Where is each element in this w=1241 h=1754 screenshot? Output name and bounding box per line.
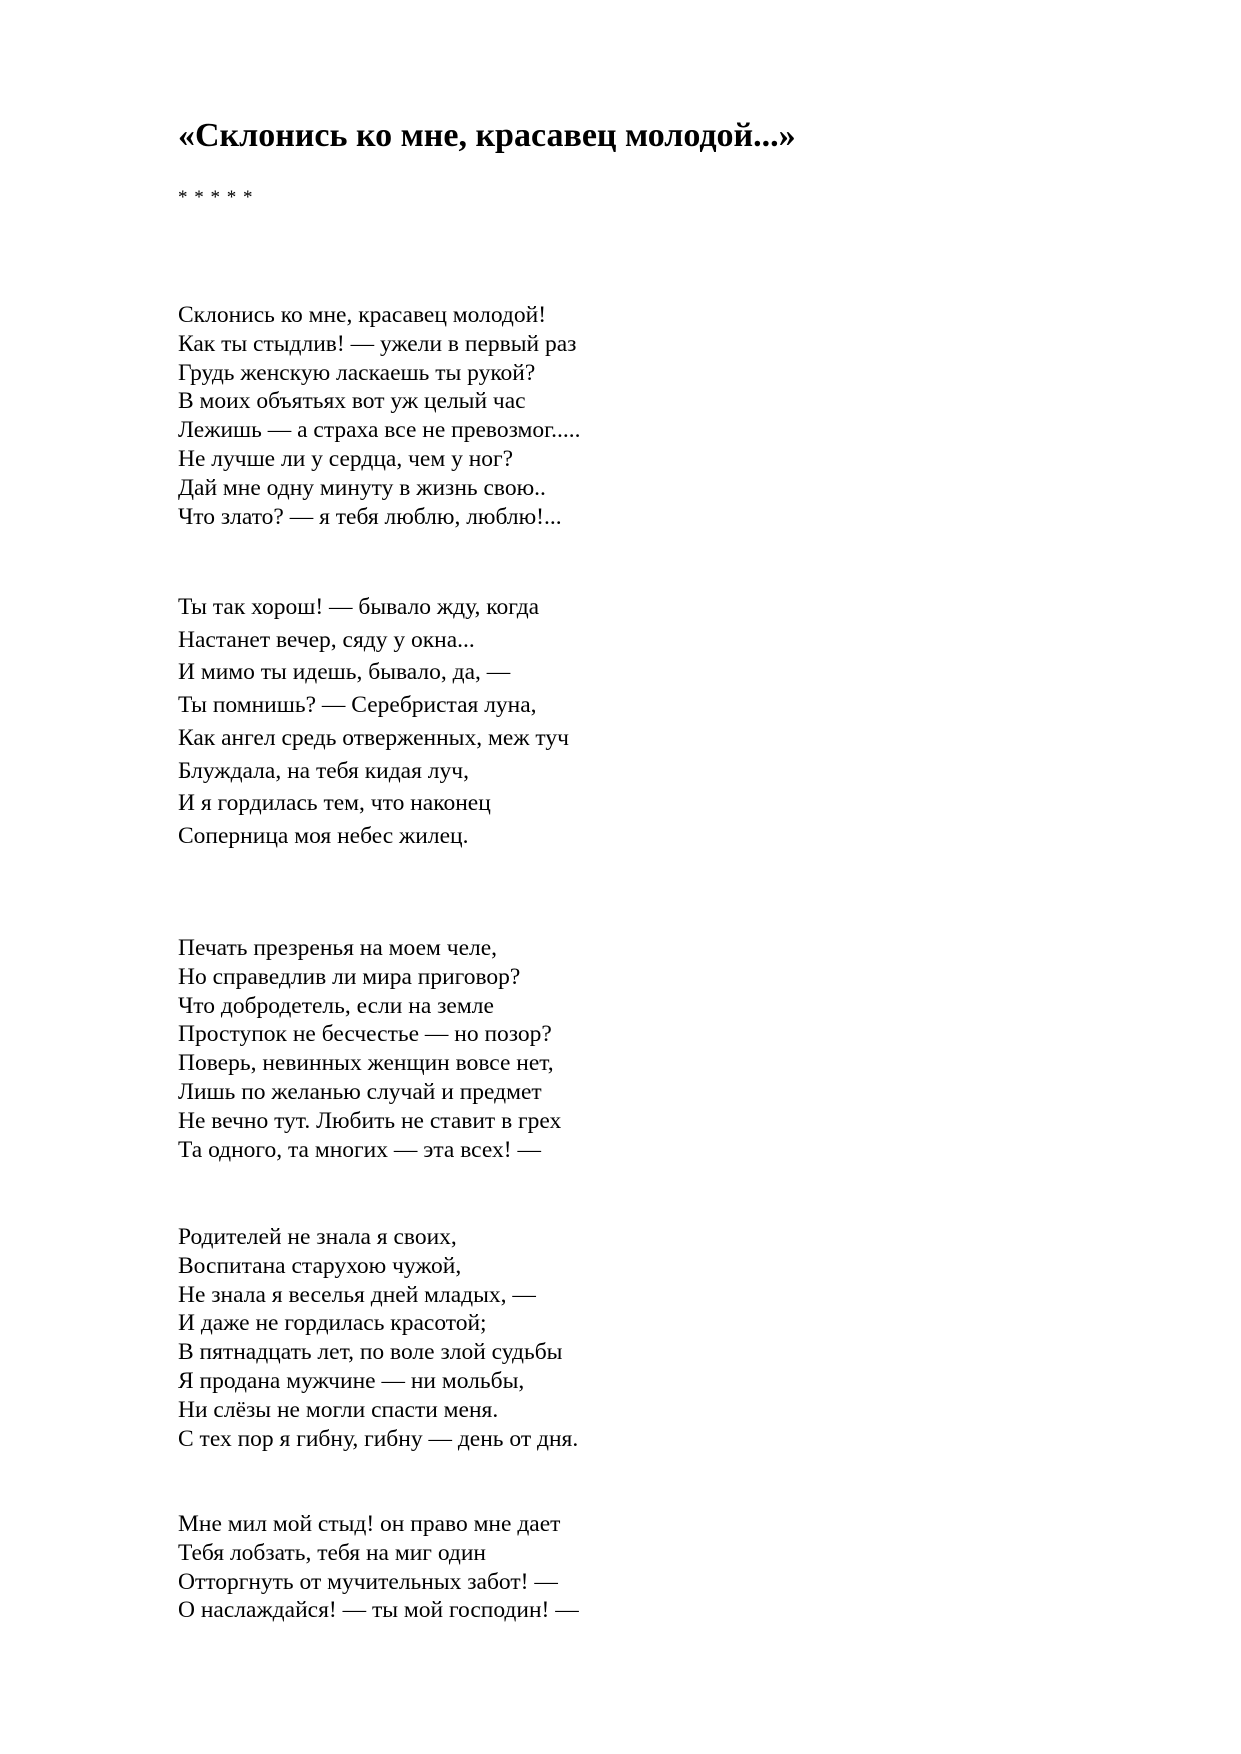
poem-line: И мимо ты идешь, бывало, да, — <box>178 659 511 686</box>
poem-line: Соперница моя небес жилец. <box>178 822 469 849</box>
poem-line: Поверь, невинных женщин вовсе нет, <box>178 1050 554 1077</box>
poem-line: Что добродетель, если на земле <box>178 992 494 1019</box>
stanza-1 <box>178 301 581 531</box>
poem-line: Дай мне одну минуту в жизнь свою.. <box>178 474 546 501</box>
poem-line: Я продана мужчине — ни мольбы, <box>178 1367 525 1394</box>
poem-line: Грудь женскую ласкаешь ты рукой? <box>178 359 536 386</box>
poem-line: Ни слёзы не могли спасти меня. <box>178 1396 499 1423</box>
poem-line: Проступок не бесчестье — но позор? <box>178 1021 552 1048</box>
poem-line: Настанет вечер, сяду у окна... <box>178 626 475 653</box>
poem-line: Та одного, та многих — эта всех! — <box>178 1136 541 1163</box>
poem-line: Мне мил мой стыд! он право мне дает <box>178 1511 561 1537</box>
poem-line: Лежишь — а страха все не превозмог..... <box>178 417 581 444</box>
poem-line: Не знала я веселья дней младых, — <box>178 1281 536 1308</box>
poem-line: Блуждала, на тебя кидая луч, <box>178 757 469 784</box>
poem-line: Не лучше ли у сердца, чем у ног? <box>178 445 514 472</box>
poem-line: О наслаждайся! — ты мой господин! — <box>178 1597 579 1624</box>
poem-line: Как ты стыдлив! — ужели в первый раз <box>178 330 577 357</box>
poem-line: Что злато? — я тебя люблю, люблю!... <box>178 503 562 530</box>
poem-line: Родителей не знала я своих, <box>178 1224 457 1250</box>
poem-line: Печать презренья на моем челе, <box>178 935 498 961</box>
poem-line: В моих объятьях вот уж целый час <box>178 388 526 415</box>
poem-line: Как ангел средь отверженных, меж туч <box>178 724 569 751</box>
stanza-5 <box>178 1510 579 1625</box>
stanza-2 <box>178 591 569 853</box>
poem-line: Отторгнуть от мучительных забот! — <box>178 1568 558 1595</box>
poem-line: В пятнадцать лет, по воле злой судьбы <box>178 1339 563 1366</box>
poem-line: Лишь по желанью случай и предмет <box>178 1078 542 1105</box>
poem-line: Воспитана старухою чужой, <box>178 1252 462 1279</box>
poem-line: И даже не гордилась красотой; <box>178 1310 487 1337</box>
poem-line: И я гордилась тем, что наконец <box>178 790 491 817</box>
stanza-4 <box>178 1223 578 1453</box>
poem-line: Ты помнишь? — Серебристая луна, <box>178 692 537 719</box>
poem-line: Тебя лобзать, тебя на миг один <box>178 1539 487 1566</box>
poem-line: Склонись ко мне, красавец молодой! <box>178 302 547 328</box>
poem-line: Ты так хорош! — бывало жду, когда <box>178 594 540 620</box>
poem-line: Но справедлив ли мира приговор? <box>178 963 521 990</box>
poem-line: Не вечно тут. Любить не ставит в грех <box>178 1107 562 1134</box>
stanza-3 <box>178 934 561 1164</box>
poem-title: «Склонись ко мне, красавец молодой...» <box>178 117 796 154</box>
section-separator: * * * * * <box>178 187 254 208</box>
poem-line: С тех пор я гибну, гибну — день от дня. <box>178 1425 579 1452</box>
